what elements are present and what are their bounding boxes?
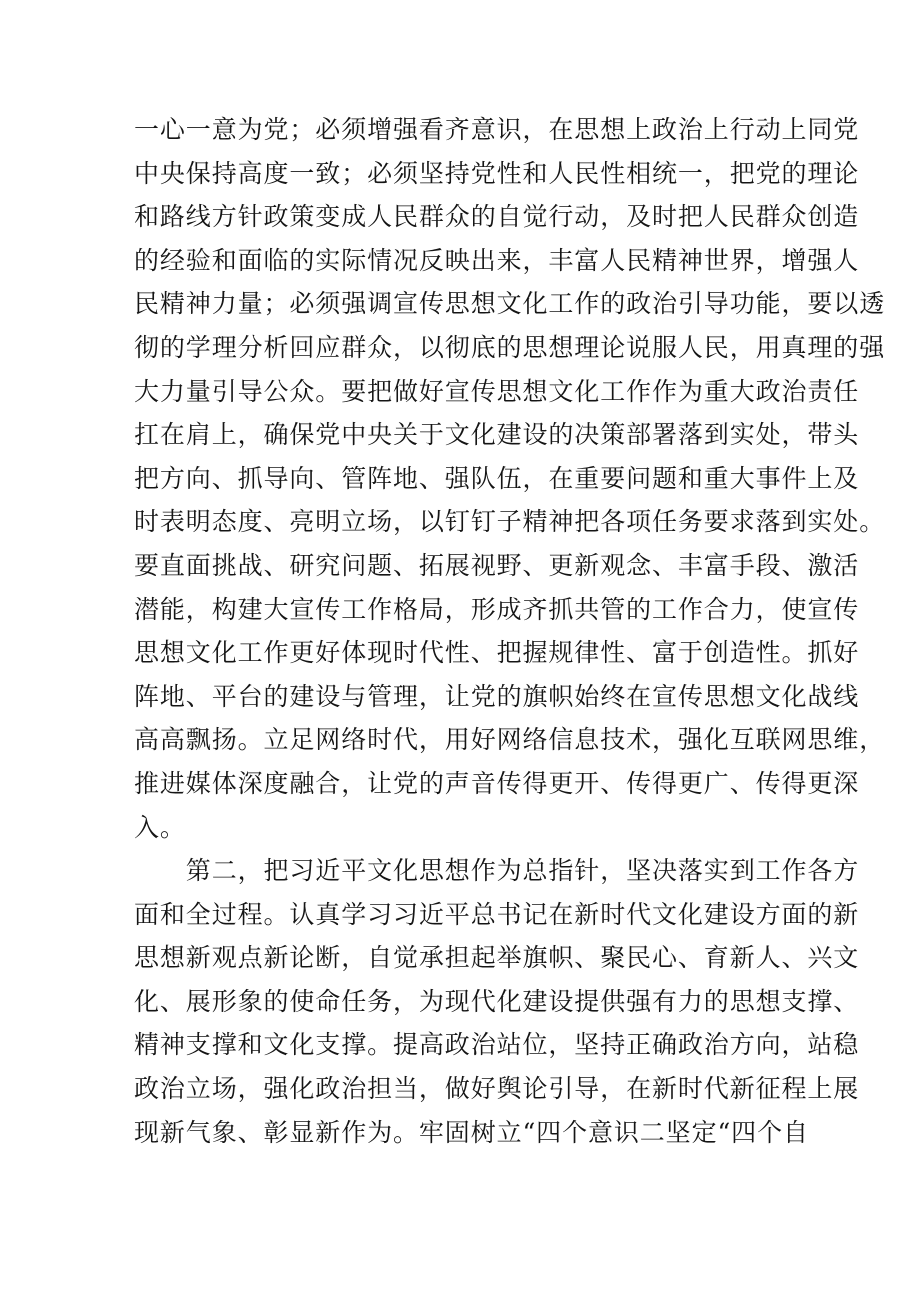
paragraph-start-line: 第二，把习近平文化思想作为总指针，坚决落实到工作各方 (134, 856, 860, 886)
text-line: 的经验和面临的实际情况反映出来，丰富人民精神世界，增强人 (134, 245, 860, 275)
text-line: 思想新观点新论断，自觉承担起举旗帜、聚民心、育新人、兴文 (134, 943, 860, 973)
text-line: 和路线方针政策变成人民群众的自觉行动，及时把人民群众创造 (134, 202, 860, 232)
text-line: 大力量引导公众。要把做好宣传思想文化工作作为重大政治责任 (134, 376, 860, 406)
text-line: 思想文化工作更好体现时代性、把握规律性、富于创造性。抓好 (134, 638, 860, 668)
text-line: 现新气象、彰显新作为。牢固树立“四个意识二坚定“四个自 (134, 1117, 809, 1147)
text-line: 一心一意为党；必须增强看齐意识，在思想上政治上行动上同党 (134, 115, 860, 144)
text-line: 民精神力量；必须强调宣传思想文化工作的政治引导功能，要以透 (134, 289, 886, 319)
text-line: 时表明态度、亮明立场，以钉钉子精神把各项任务要求落到实处。 (134, 507, 886, 537)
text-line: 政治立场，强化政治担当，做好舆论引导，在新时代新征程上展 (134, 1074, 860, 1104)
text-line: 扛在肩上，确保党中央关于文化建设的决策部署落到实处，带头 (134, 420, 860, 450)
text-line: 面和全过程。认真学习习近平总书记在新时代文化建设方面的新 (134, 899, 860, 929)
text-line: 把方向、抓导向、管阵地、强队伍，在重要问题和重大事件上及 (134, 463, 860, 493)
body-text (134, 108, 886, 1154)
text-line: 精神支撑和文化支撑。提高政治站位，坚持正确政治方向，站稳 (134, 1030, 860, 1060)
text-line: 彻的学理分析回应群众，以彻底的思想理论说服人民，用真理的强 (134, 332, 886, 362)
text-line: 中央保持高度一致；必须坚持党性和人民性相统一，把党的理论 (134, 158, 860, 188)
text-line: 化、展形象的使命任务，为现代化建设提供强有力的思想支撑、 (134, 986, 860, 1016)
text-line: 阵地、平台的建设与管理，让党的旗帜始终在宣传思想文化战线 (134, 681, 860, 711)
text-line: 推进媒体深度融合，让党的声音传得更开、传得更广、传得更深 (134, 768, 860, 798)
text-line: 入。 (134, 812, 186, 842)
text-line: 要直面挑战、研究问题、拓展视野、更新观念、丰富手段、激活 (134, 550, 860, 580)
text-line: 高高飘扬。立足网络时代，用好网络信息技术，强化互联网思维， (134, 725, 886, 755)
text-line: 潜能，构建大宣传工作格局，形成齐抓共管的工作合力，使宣传 (134, 594, 860, 624)
